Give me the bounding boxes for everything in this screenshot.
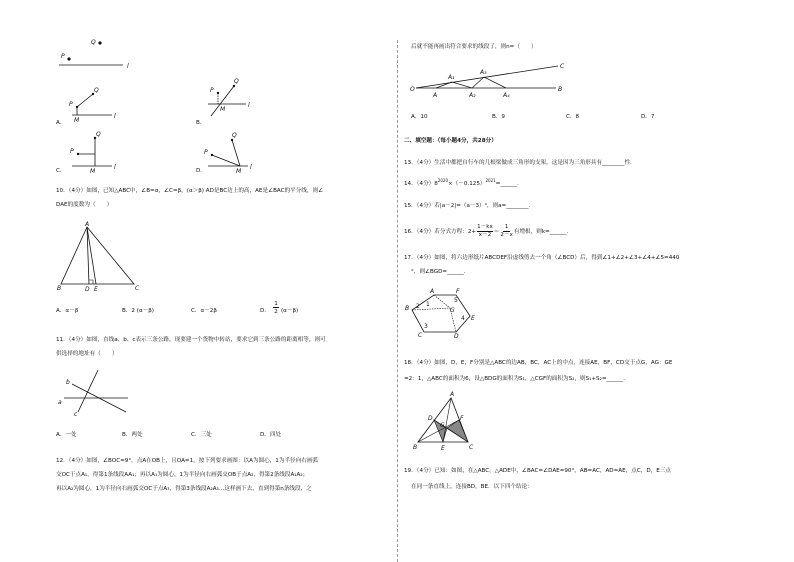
q9-figure-top: [55, 34, 145, 74]
q10-frac-num: 1: [274, 301, 278, 307]
column-divider: [397, 40, 398, 562]
svg-text:E: E: [94, 286, 98, 293]
q12-option-c[interactable]: C．8: [566, 114, 580, 120]
svg-text:E: E: [471, 315, 475, 322]
q9-option-b[interactable]: B．: [196, 120, 206, 126]
q9-option-c-figure: [60, 130, 130, 174]
q11-option-a[interactable]: A．一处: [56, 432, 77, 438]
svg-text:D: D: [454, 333, 459, 340]
q10-triangle-figure: [56, 222, 146, 292]
svg-text:M: M: [90, 168, 96, 175]
svg-text:4: 4: [461, 315, 465, 322]
q10-option-d[interactable]: D．: [260, 308, 270, 314]
svg-text:A₄: A₄: [503, 92, 510, 99]
svg-text:B: B: [405, 305, 410, 312]
q18-text-line2: =2：1，△ABC的面积为6，设△BDG的面积为S₁，△CGF的面积为S₂，则S₁+S₂=______．: [404, 376, 629, 382]
svg-text:A: A: [430, 288, 435, 295]
svg-text:C: C: [560, 63, 565, 70]
q16-text: 16．（4分）若分式方程：2+ $\frac{1-kx}{x-2}$ ＝ 1 2－x 有增根，则k=______．: [404, 223, 573, 238]
q13-text: 13．（4分）生活中都把自行车的几根梁做成三角形的支架，这是因为三角形具有________性．: [404, 160, 636, 166]
svg-text:c: c: [74, 411, 78, 418]
svg-text:P: P: [70, 148, 74, 155]
svg-text:M: M: [220, 106, 226, 113]
q12-option-b[interactable]: B．9: [492, 114, 505, 120]
svg-text:5: 5: [454, 297, 458, 304]
svg-text:M: M: [236, 168, 242, 175]
svg-text:b: b: [66, 379, 70, 386]
svg-text:Q: Q: [232, 132, 237, 139]
svg-text:l: l: [114, 164, 116, 171]
q9-label-q: Q: [91, 39, 96, 46]
q17-text-line2: °，则∠BGD=______．: [411, 269, 470, 275]
q19-text-line1: 19．（4分）已知：如图，在△ABC，△ADE中，∠BAC=∠DAE=90°，AB=AC，AD=AE，点C，D，E三点: [404, 468, 671, 474]
q12-text-line3: 再以A₂为圆心，1为半径向右画弧交OC于点A₃，得第3条线段A₂A₃…这样画下去，直到得第n条线段，之: [56, 486, 312, 492]
q9-label-p: P: [61, 53, 65, 60]
svg-text:l: l: [250, 164, 252, 171]
svg-text:G: G: [440, 422, 445, 429]
q9-option-d-figure: [196, 130, 266, 174]
q11-text-line1: 11．（4分）如图，直线a、b、c表示三条公路，现要建一个货物中转站，要求它到三条公路的距离相等，则可: [56, 337, 326, 343]
q11-option-b[interactable]: B．两处: [122, 432, 143, 438]
q12-text-continued: 后就不能再画出符合要求的线段了，则n=（ ）: [411, 44, 537, 50]
q12-zigzag-figure: [408, 60, 568, 102]
q10-frac-tail: (α－β): [281, 308, 299, 314]
q12-option-a[interactable]: A．10: [411, 114, 428, 120]
svg-text:l: l: [248, 102, 250, 109]
q10-option-c[interactable]: C．α－2β: [191, 308, 217, 314]
svg-text:A₁: A₁: [448, 74, 455, 81]
svg-text:Q: Q: [96, 131, 101, 138]
q18-triangle-figure: [404, 392, 474, 452]
q15-text: 15．（4分）若|a－2|=（a－3）⁰，则a=________．: [404, 203, 535, 209]
svg-text:G: G: [450, 307, 455, 314]
svg-text:A: A: [450, 391, 455, 398]
svg-text:1: 1: [426, 301, 430, 308]
q19-text-line2: 在同一条直线上，连接BD，BE．以下四个结论：: [411, 484, 533, 490]
q10-option-a[interactable]: A．α－β: [56, 308, 79, 314]
q11-lines-figure: [58, 366, 138, 416]
svg-text:C: C: [469, 444, 474, 451]
svg-text:A₃: A₃: [480, 69, 487, 76]
svg-text:C: C: [418, 332, 423, 339]
svg-text:l: l: [114, 113, 116, 120]
q11-text-line2: 供选择的地址有（ ）: [56, 351, 118, 357]
svg-text:C: C: [135, 285, 140, 292]
q9-option-c[interactable]: C．: [56, 168, 66, 174]
q18-text-line1: 18．（4分）如图，D，E，F分别是△ABC的边AB，BC，AC上的中点，连接AE，BF，CD交于点G，AG：GE: [404, 360, 673, 366]
svg-text:F: F: [460, 415, 464, 422]
svg-text:F: F: [456, 288, 460, 295]
q12-text-line2: 交OC于点A₁，得第1条线段AA₁；再以A₁为圆心，1为半径向右画弧交OB于点A₂，得第2条线段A₁A₂；: [56, 472, 309, 478]
q10-option-b[interactable]: B．2 (α－β): [122, 308, 154, 314]
svg-text:M: M: [74, 117, 80, 124]
q10-frac-den: 2: [274, 309, 278, 315]
q14-text: 14．（4分）$8^{2020}\times(-0.125)^{2021}=\_\_\_\_\_\_$．: [404, 178, 523, 187]
svg-text:B: B: [57, 285, 62, 292]
svg-text:Q: Q: [94, 87, 99, 94]
q10-text-line1: 10．（4分）如图，已知△ABC中，∠B=α，∠C=β，(α＞β) AD是BC边上的高，AE是∠BAC的平分线，则∠: [56, 188, 324, 194]
q12-option-d[interactable]: D．7: [641, 114, 655, 120]
svg-text:A₂: A₂: [469, 92, 476, 99]
svg-text:2: 2: [416, 303, 420, 310]
q9-option-d[interactable]: D．: [196, 168, 206, 174]
q17-hexagon-figure: [404, 286, 484, 338]
svg-text:P: P: [204, 149, 208, 156]
q9-label-l: l: [127, 63, 129, 70]
svg-text:A: A: [433, 92, 438, 99]
q10-text-line2: DAE的度数为（ ）: [56, 202, 113, 208]
q11-option-c[interactable]: C．三处: [191, 432, 212, 438]
section-2-heading: 二、填空题：（每小题4分，共28分）: [404, 138, 497, 144]
svg-text:A: A: [85, 221, 90, 228]
svg-text:P: P: [69, 101, 73, 108]
q17-text-line1: 17．（4分）如图，将六边形纸片ABCDEF沿虚线剪去一个角（∠BCD）后，得到∠1+∠2+∠3+∠4+∠5=440: [404, 255, 680, 261]
svg-text:D: D: [428, 415, 433, 422]
svg-text:Q: Q: [234, 78, 239, 85]
q11-option-d[interactable]: D．四处: [260, 432, 282, 438]
q9-option-a[interactable]: A．: [56, 120, 66, 126]
svg-text:B: B: [413, 444, 418, 451]
svg-text:3: 3: [424, 323, 428, 330]
svg-text:B: B: [558, 86, 563, 93]
svg-text:E: E: [441, 445, 445, 452]
q9-option-a-figure: [60, 82, 120, 122]
svg-text:D: D: [85, 286, 90, 293]
q9-option-b-figure: [196, 78, 266, 122]
q12-text-line1: 12．（4分）如图，∠BOC=9°，点A在OB上，且OA=1，按下列要求画图：以A为圆心，1为半径向右画弧: [56, 458, 318, 464]
svg-text:a: a: [58, 399, 62, 406]
svg-text:P: P: [210, 87, 214, 94]
svg-text:O: O: [410, 86, 415, 93]
